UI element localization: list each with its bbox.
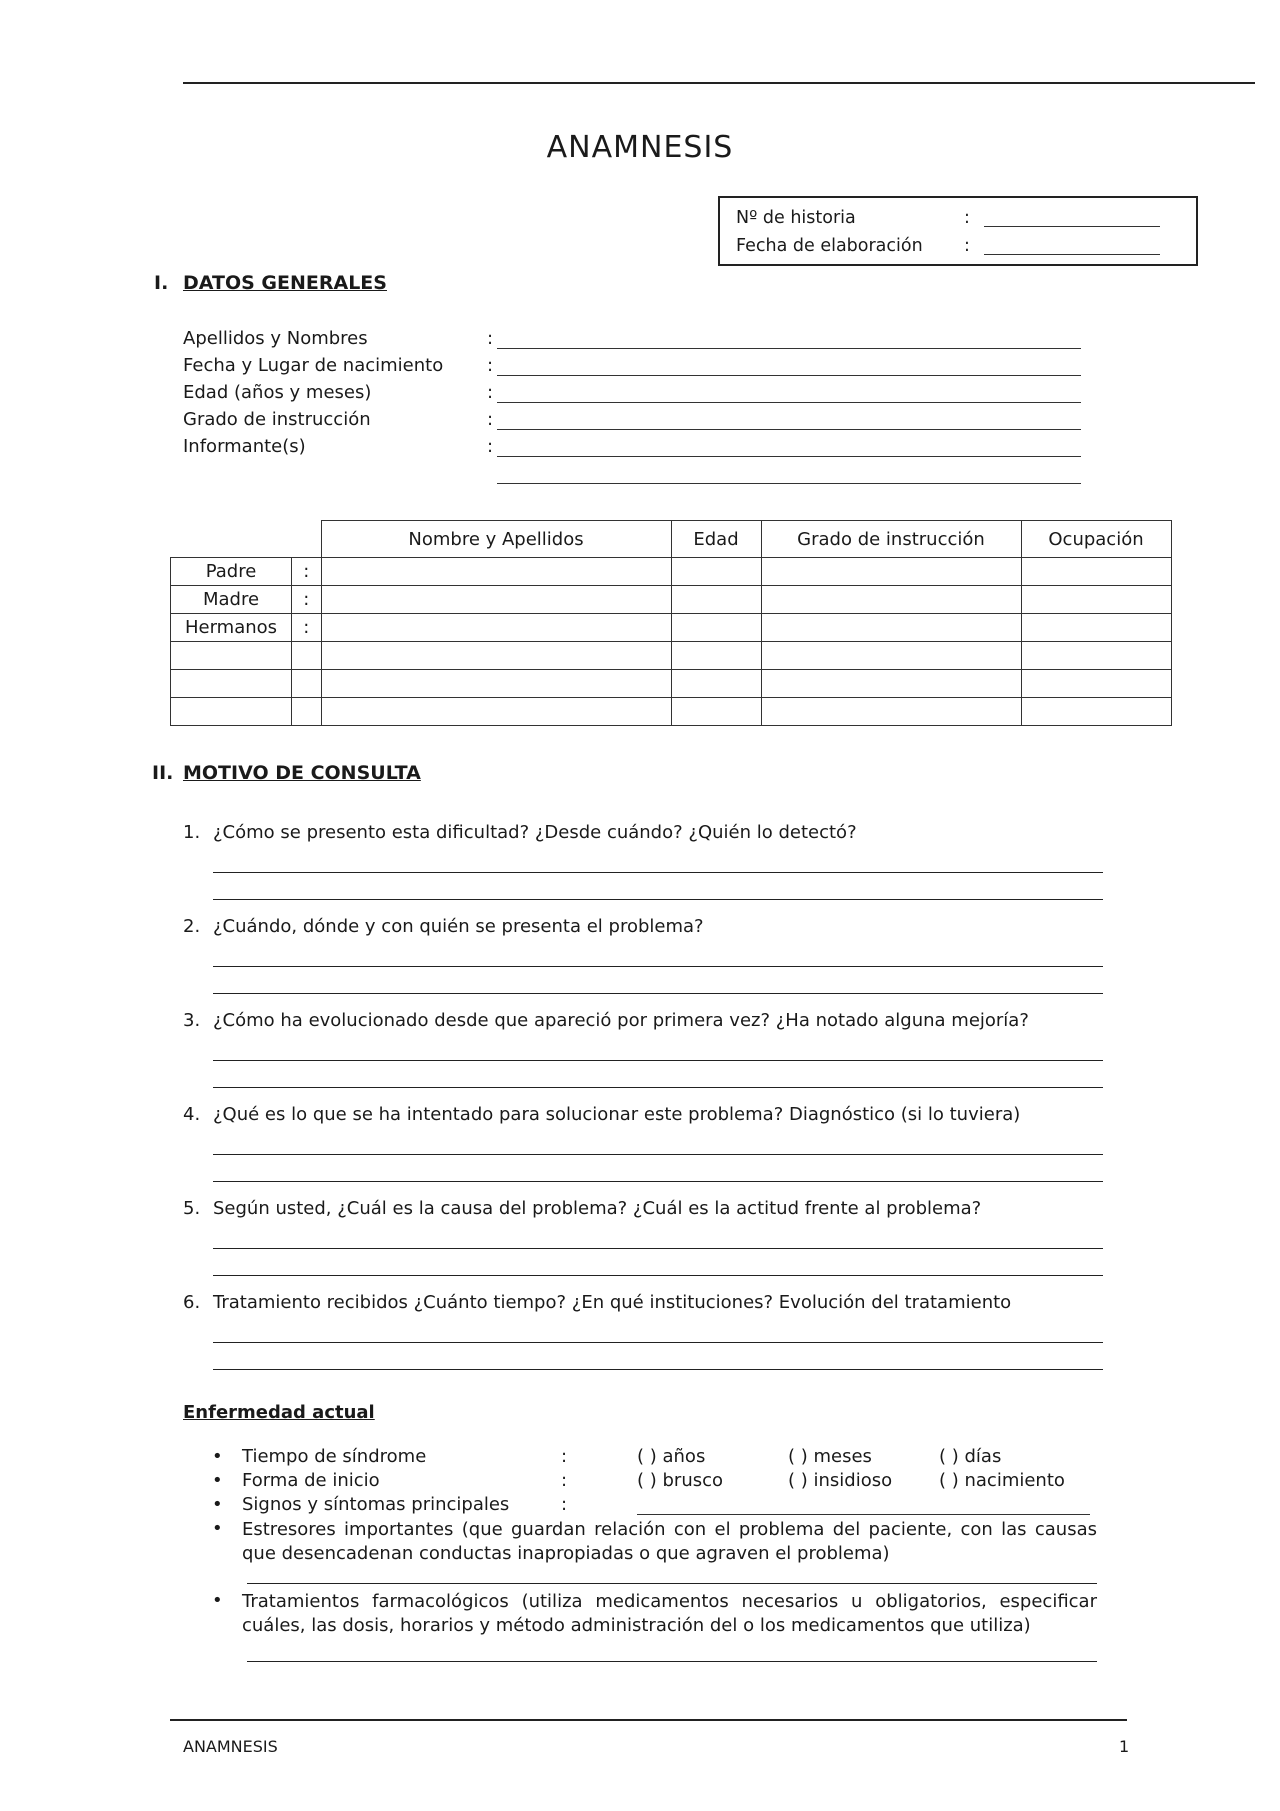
answer-line[interactable] — [213, 899, 1103, 900]
question-text: ¿Qué es lo que se ha intentado para solucionar este problema? Diagnóstico (si lo tuviera) — [213, 1104, 1021, 1125]
field-full-name — [183, 328, 1083, 354]
answer-line[interactable] — [213, 1154, 1103, 1155]
table-cell[interactable] — [761, 586, 1021, 614]
table-cell[interactable] — [1021, 642, 1171, 670]
table-cell[interactable] — [1021, 586, 1171, 614]
table-cell[interactable] — [321, 642, 671, 670]
elaboration-date-label: Fecha de elaboración — [736, 236, 923, 256]
question-text: ¿Cuándo, dónde y con quién se presenta el problema? — [213, 916, 704, 937]
colon: : — [964, 208, 970, 228]
row-label: Padre — [171, 558, 292, 586]
table-row — [171, 670, 1172, 698]
question-text: ¿Cómo ha evolucionado desde que apareció por primera vez? ¿Ha notado alguna mejoría? — [213, 1010, 1029, 1031]
full-name-input[interactable] — [497, 348, 1081, 349]
field-label: Apellidos y Nombres — [183, 328, 368, 349]
table-cell — [292, 642, 322, 670]
colon: : — [487, 355, 494, 376]
field-informant — [183, 436, 1083, 462]
question-number: 2. — [183, 916, 201, 937]
history-number-label: Nº de historia — [736, 208, 856, 228]
colon: : — [487, 436, 494, 457]
option-months[interactable]: ( ) meses — [788, 1446, 872, 1467]
colon: : — [561, 1446, 568, 1467]
footer-title: ANAMNESIS — [183, 1737, 278, 1756]
table-row — [171, 558, 1172, 586]
question-text: Según usted, ¿Cuál es la causa del problema? ¿Cuál es la actitud frente al problema? — [213, 1198, 982, 1219]
current-illness-heading: Enfermedad actual — [183, 1402, 375, 1423]
table-cell[interactable] — [1021, 614, 1171, 642]
answer-line[interactable] — [213, 1060, 1103, 1061]
answer-line[interactable] — [213, 1087, 1103, 1088]
history-number-field[interactable] — [984, 226, 1160, 227]
table-cell — [292, 698, 322, 726]
table-cell[interactable] — [761, 558, 1021, 586]
stressors-text: Estresores importantes (que guardan relación con el problema del paciente, con las causas que desencadenan conductas inapropiadas o que agraven el problema) — [242, 1519, 1097, 1564]
row-label: Hermanos — [171, 614, 292, 642]
option-sudden[interactable]: ( ) brusco — [637, 1470, 724, 1491]
history-box — [718, 196, 1198, 266]
pharma-text: Tratamientos farmacológicos (utiliza medicamentos necesarios u obligatorios, especificar cuáles, las dosis, horarios y método administración del o los medicamentos que utiliza) — [242, 1591, 1097, 1636]
table-cell — [292, 670, 322, 698]
field-age — [183, 382, 1083, 408]
table-cell[interactable] — [761, 670, 1021, 698]
header-education: Grado de instrucción — [761, 521, 1021, 558]
table-cell[interactable] — [761, 698, 1021, 726]
table-cell — [171, 521, 292, 558]
bullet-dot: • — [212, 1446, 223, 1467]
row-colon: : — [292, 586, 322, 614]
section-title: DATOS GENERALES — [183, 272, 387, 294]
header-age: Edad — [671, 521, 761, 558]
table-cell[interactable] — [321, 670, 671, 698]
option-years[interactable]: ( ) años — [637, 1446, 706, 1467]
row-colon: : — [292, 558, 322, 586]
table-row — [171, 586, 1172, 614]
signs-input[interactable] — [637, 1514, 1090, 1515]
row-label: Madre — [171, 586, 292, 614]
table-cell[interactable] — [1021, 670, 1171, 698]
stressors-answer-line[interactable] — [247, 1583, 1097, 1584]
question-number: 1. — [183, 822, 201, 843]
question-number: 3. — [183, 1010, 201, 1031]
option-insidious[interactable]: ( ) insidioso — [788, 1470, 893, 1491]
colon: : — [487, 409, 494, 430]
table-row — [171, 642, 1172, 670]
elaboration-date-field[interactable] — [984, 254, 1160, 255]
table-cell[interactable] — [1021, 558, 1171, 586]
bullet-label: Signos y síntomas principales — [242, 1494, 510, 1515]
answer-line[interactable] — [213, 993, 1103, 994]
birth-input[interactable] — [497, 375, 1081, 376]
question-text: ¿Cómo se presento esta dificultad? ¿Desde cuándo? ¿Quién lo detectó? — [213, 822, 857, 843]
answer-line[interactable] — [213, 1369, 1103, 1370]
bullet-label: Tiempo de síndrome — [242, 1446, 427, 1467]
answer-line[interactable] — [213, 1275, 1103, 1276]
section-number: II. — [152, 762, 174, 784]
question-number: 5. — [183, 1198, 201, 1219]
table-cell[interactable] — [671, 558, 761, 586]
option-birth[interactable]: ( ) nacimiento — [939, 1470, 1065, 1491]
field-informant-extra — [183, 463, 1083, 489]
table-cell[interactable] — [761, 642, 1021, 670]
bullet-dot: • — [212, 1590, 223, 1611]
header-name: Nombre y Apellidos — [321, 521, 671, 558]
question-number: 6. — [183, 1292, 201, 1313]
row-colon: : — [292, 614, 322, 642]
colon: : — [561, 1470, 568, 1491]
row-label[interactable] — [171, 642, 292, 670]
informant-input[interactable] — [497, 456, 1081, 457]
table-cell[interactable] — [671, 642, 761, 670]
answer-line[interactable] — [213, 1181, 1103, 1182]
question-text: Tratamiento recibidos ¿Cuánto tiempo? ¿En qué instituciones? Evolución del tratamiento — [213, 1292, 1012, 1313]
colon: : — [964, 236, 970, 256]
question-number: 4. — [183, 1104, 201, 1125]
table-cell[interactable] — [761, 614, 1021, 642]
table-cell[interactable] — [671, 698, 761, 726]
footer-rule — [170, 1719, 1127, 1721]
family-table — [170, 520, 1172, 726]
header-occupation: Ocupación — [1021, 521, 1171, 558]
table-cell — [292, 521, 322, 558]
answer-line[interactable] — [213, 1342, 1103, 1343]
bullet-label: Forma de inicio — [242, 1470, 380, 1491]
table-cell[interactable] — [671, 670, 761, 698]
section-title: MOTIVO DE CONSULTA — [183, 762, 421, 784]
table-row — [171, 698, 1172, 726]
table-header-row — [171, 521, 1172, 558]
row-label[interactable] — [171, 670, 292, 698]
elaboration-date-row — [736, 236, 1176, 260]
table-cell[interactable] — [321, 698, 671, 726]
option-days[interactable]: ( ) días — [939, 1446, 1002, 1467]
field-education — [183, 409, 1083, 435]
field-birth — [183, 355, 1083, 381]
answer-line[interactable] — [213, 1248, 1103, 1249]
colon: : — [487, 328, 494, 349]
field-label: Fecha y Lugar de nacimiento — [183, 355, 444, 376]
colon: : — [561, 1494, 568, 1515]
informant-input-2[interactable] — [497, 483, 1081, 484]
row-label[interactable] — [171, 698, 292, 726]
table-cell[interactable] — [671, 586, 761, 614]
table-cell[interactable] — [321, 558, 671, 586]
table-cell[interactable] — [671, 614, 761, 642]
document-title: ANAMNESIS — [546, 130, 734, 165]
age-input[interactable] — [497, 402, 1081, 403]
table-cell[interactable] — [1021, 698, 1171, 726]
education-input[interactable] — [497, 429, 1081, 430]
field-label: Informante(s) — [183, 436, 306, 457]
section-number: I. — [154, 272, 169, 294]
colon: : — [487, 382, 494, 403]
page-number: 1 — [1119, 1737, 1130, 1756]
bullet-dot: • — [212, 1470, 223, 1491]
bullet-dot: • — [212, 1494, 223, 1515]
pharma-answer-line[interactable] — [247, 1661, 1097, 1662]
answer-line[interactable] — [213, 872, 1103, 873]
history-number-row — [736, 208, 1176, 232]
header-rule — [183, 82, 1255, 84]
table-cell[interactable] — [321, 614, 671, 642]
table-row — [171, 614, 1172, 642]
table-cell[interactable] — [321, 586, 671, 614]
field-label: Edad (años y meses) — [183, 382, 372, 403]
bullet-dot: • — [212, 1518, 223, 1539]
answer-line[interactable] — [213, 966, 1103, 967]
field-label: Grado de instrucción — [183, 409, 371, 430]
